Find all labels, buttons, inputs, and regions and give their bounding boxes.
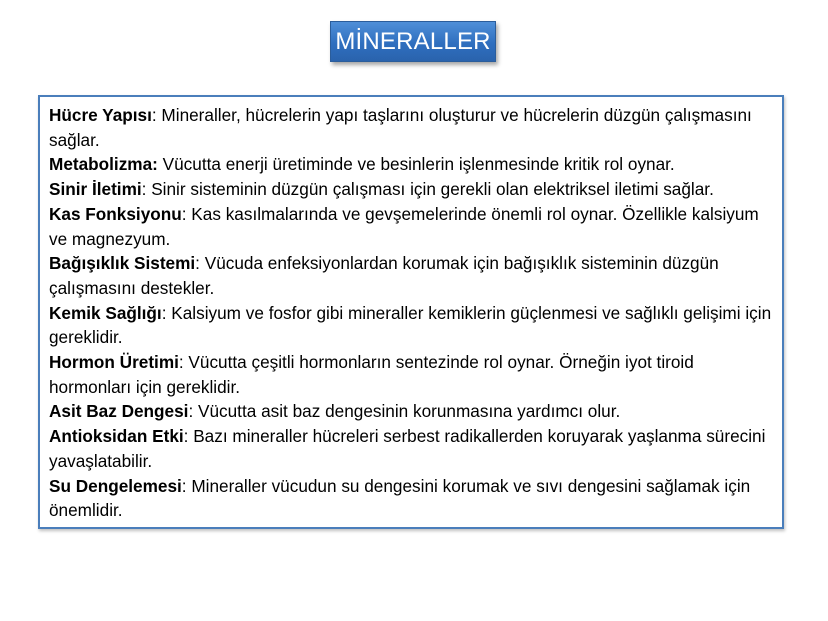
page-title: MİNERALLER: [330, 21, 496, 62]
item-text: Vücutta asit baz dengesinin korunmasına yardımcı olur.: [193, 401, 621, 422]
item-term: Kemik Sağlığı: [49, 302, 162, 323]
list-item-asit-baz-dengesi: [49, 399, 774, 424]
item-term: Asit Baz Dengesi: [49, 401, 189, 422]
item-text: Kalsiyum ve fosfor gibi mineraller kemiklerin güçlenmesi ve sağlıklı gelişimi için gereklidir.: [49, 302, 772, 348]
item-term: Antioksidan Etki: [49, 426, 184, 447]
list-item-bagisiklik-sistemi: [49, 251, 774, 300]
item-term: Kas Fonksiyonu: [49, 203, 182, 224]
item-term: Bağışıklık Sistemi: [49, 253, 196, 274]
item-term: Su Dengelemesi: [49, 475, 182, 496]
list-item-kemik-sagligi: [49, 301, 774, 350]
list-item-kas-fonksiyonu: [49, 202, 774, 251]
list-item-sinir-iletimi: [49, 177, 774, 202]
item-text: Kas kasılmalarında ve gevşemelerinde önemli rol oynar. Özellikle kalsiyum ve magnezyum.: [49, 203, 759, 249]
item-term: Sinir İletimi: [49, 179, 142, 200]
item-text: Mineraller vücudun su dengesini korumak ve sıvı dengesini sağlamak için önemlidir.: [49, 475, 751, 521]
item-text: Mineraller, hücrelerin yapı taşlarını oluşturur ve hücrelerin düzgün çalışmasını sağlar.: [49, 105, 752, 150]
item-text: Sinir sisteminin düzgün çalışması için gerekli olan elektriksel iletimi sağlar.: [146, 179, 714, 200]
item-text: Vücuda enfeksiyonlardan korumak için bağışıklık sisteminin düzgün çalışmasını destekler.: [49, 253, 719, 298]
item-text: Vücutta enerji üretiminde ve besinlerin işlenmesinde kritik rol oynar.: [157, 154, 675, 175]
item-separator: :: [178, 352, 184, 373]
item-term: Metabolizma:: [49, 154, 158, 175]
item-separator: :: [195, 253, 200, 274]
list-item-hormon-uretimi: [49, 350, 774, 399]
item-separator: :: [161, 302, 167, 323]
item-separator: :: [141, 179, 147, 200]
list-item-su-dengelemesi: [49, 474, 774, 523]
list-item-metabolizma: [49, 152, 774, 177]
item-separator: :: [188, 401, 194, 422]
item-term: Hormon Üretimi: [49, 352, 179, 373]
item-separator: :: [181, 203, 187, 224]
item-text: Vücutta çeşitli hormonların sentezinde rol oynar. Örneğin iyot tiroid hormonları için gereklidir.: [49, 352, 694, 397]
list-item-antioksidan-etki: [49, 424, 774, 473]
minerals-text-box: [38, 95, 784, 529]
item-separator: :: [183, 426, 189, 447]
item-text: Bazı mineraller hücreleri serbest radikallerden koruyarak yaşlanma sürecini yavaşlatabilir.: [49, 426, 766, 471]
item-separator: :: [151, 105, 157, 125]
item-separator: :: [181, 475, 187, 496]
list-item-hucre-yapisi: [49, 103, 774, 152]
item-term: Hücre Yapısı: [49, 105, 152, 125]
